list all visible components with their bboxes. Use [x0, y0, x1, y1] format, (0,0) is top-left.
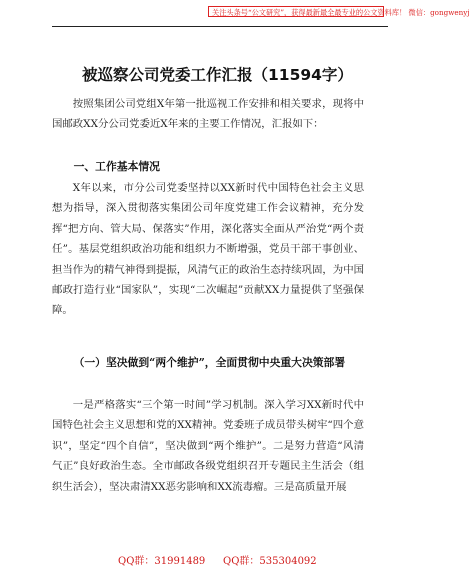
subsection-heading: （一）坚决做到“两个维护”，全面贯彻中央重大决策部署: [73, 356, 346, 369]
qq-group-right: QQ群：535304092: [223, 556, 317, 567]
subsection-paragraph: 一是严格落实“三个第一时间”学习机制。深入学习XX新时代中国特色社会主义思想和党的XX精神。党委班子成员带头树牢“四个意识”，坚定“四个自信”，坚决做到“两个维护”。二是努力营造“风清气正”良好政治生态。全市邮政各级党组织召开专题民主生活会（组织生活会），坚决肃清XX恶劣影响和XX流毒瘤。三是高质量开展: [52, 399, 364, 493]
section-paragraph: X年以来，市分公司党委坚持以XX新时代中国特色社会主义思想为指导，深入贯彻落实集团公司年度党建工作会议精神，充分发挥“把方向、管大局、保落实”作用，深化落实全面从严治党“两个责任”。基层党组织政治功能和组织力不断增强，党员干部干事创业、担当作为的精气神得到提振，风清气正的政治生态持续巩固，为中国邮政打造行业“国家队”，实现“二次崛起”贡献XX力量提供了坚强保障。: [52, 182, 364, 317]
footer: [0, 555, 408, 569]
source-banner: 关注头条号“公文研究”，获得最新最全最专业的公文资料库！ 微信：gongwenyj: [208, 6, 384, 17]
section-heading: 一、工作基本情况: [73, 160, 160, 173]
document-title: 被巡察公司党委工作汇报（11594字）: [82, 66, 353, 85]
header-rule: [52, 26, 388, 27]
qq-group-left: QQ群：31991489: [118, 556, 206, 567]
intro-paragraph: 按照集团公司党组X年第一批巡视工作安排和相关要求，现将中国邮政XX分公司党委近X年来的主要工作情况，汇报如下：: [52, 98, 364, 131]
